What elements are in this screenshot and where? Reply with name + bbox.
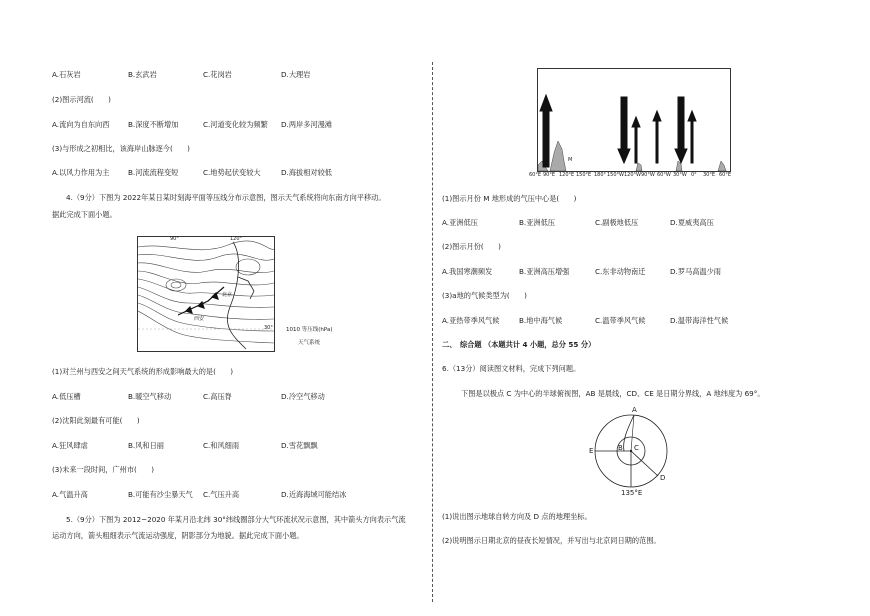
axis-tick: 60°E — [719, 172, 732, 178]
q4-heading-cont: 据此完成下面小题。 — [52, 210, 117, 219]
hemisphere-diagram — [588, 404, 674, 500]
arrow-down-2 — [678, 97, 684, 151]
q2-option-c[interactable]: C.河道变化较为频繁 — [203, 120, 268, 129]
q4-1-option-d[interactable]: D.冷空气移动 — [281, 392, 325, 401]
q4-2-option-d[interactable]: D.雪花飘飘 — [281, 441, 318, 450]
q5-3-stem: (3)a地的气候类型为( ) — [442, 291, 527, 300]
axis-tick: 60°W — [657, 172, 671, 178]
diagram-label-e: E — [589, 447, 594, 455]
map-lat-30: 30° — [264, 325, 273, 331]
arrow-down-1 — [621, 97, 627, 151]
q2-stem: (2)图示河流( ) — [52, 95, 111, 104]
arrow-down-2-head — [675, 149, 687, 163]
diagram-label-a: A — [632, 406, 637, 414]
terrain-5 — [718, 161, 726, 171]
circulation-chart — [537, 68, 731, 172]
q5-1-option-d[interactable]: D.夏威夷高压 — [670, 218, 714, 227]
q5-1-stem: (1)图示月份 M 地形成的气压中心是( ) — [442, 194, 577, 203]
q4-3-option-d[interactable]: D.近海海域可能结冰 — [281, 490, 347, 499]
q4-3-stem: (3)未来一段时间，广州市( ) — [52, 465, 155, 474]
map-lon-120: 120° — [230, 236, 243, 242]
arrow-up-4-head — [688, 111, 696, 121]
q4-3-option-c[interactable]: C.气压升高 — [203, 490, 240, 499]
q1-option-a[interactable]: A.石灰岩 — [52, 70, 81, 79]
q1-option-c[interactable]: C.花岗岩 — [203, 70, 232, 79]
q1-option-d[interactable]: D.大理岩 — [281, 70, 311, 79]
terrain-2 — [550, 141, 566, 171]
hemisphere-drawing — [588, 404, 674, 500]
arrow-down-1-head — [618, 149, 630, 163]
q5-heading-cont: 运动方向，箭头粗细表示气流运动强度，阴影部分为地貌。据此完成下面小题。 — [52, 531, 304, 540]
axis-tick: 150°E — [576, 172, 592, 178]
q4-1-option-c[interactable]: C.高压脊 — [203, 392, 232, 401]
circulation-drawing — [538, 69, 730, 171]
q2-option-d[interactable]: D.两岸多河漫滩 — [281, 120, 332, 129]
q4-2-option-b[interactable]: B.风和日丽 — [128, 441, 164, 450]
map-label-beijing: 北京 — [222, 292, 233, 298]
q5-1-option-b[interactable]: B.亚洲低压 — [519, 218, 555, 227]
axis-tick: 0° — [691, 172, 697, 178]
q4-1-option-a[interactable]: A.低压槽 — [52, 392, 81, 401]
q5-heading: 5.（9分）下图为 2012~2020 年某月沿北纬 30°纬线圈部分大气环流状况示意图，其中箭头方向表示气流 — [66, 515, 406, 524]
q6-2: (2)说明图示日期北京的昼夜长短情况，并写出与北京同日期的范围。 — [442, 536, 661, 545]
arrow-up-1-head — [540, 95, 552, 111]
section-2-title: 二、 综合题 （本题共计 4 小题，总分 55 分） — [442, 340, 596, 349]
q4-2-option-a[interactable]: A.狂风肆虐 — [52, 441, 88, 450]
axis-tick: 150°W — [607, 172, 624, 178]
axis-tick: 90°W — [641, 172, 655, 178]
arrow-up-1 — [543, 109, 549, 167]
diagram-label-d: D — [660, 474, 666, 482]
q5-2-option-c[interactable]: C.东非动物南迁 — [595, 267, 646, 276]
axis-tick: 180° — [594, 172, 607, 178]
q4-3-option-b[interactable]: B.可能有沙尘暴天气 — [128, 490, 193, 499]
axis-tick: 30°W — [673, 172, 687, 178]
map-label-xian: 西安 — [194, 316, 205, 322]
isobar-map-drawing — [138, 237, 274, 351]
q5-3-option-c[interactable]: C.温带季风气候 — [595, 316, 646, 325]
q1-option-b[interactable]: B.玄武岩 — [128, 70, 157, 79]
arrow-up-2 — [635, 125, 637, 163]
chart-axis — [529, 172, 735, 180]
q5-2-option-a[interactable]: A.我国寒潮频发 — [442, 267, 493, 276]
q3-option-a[interactable]: A.以风力作用为主 — [52, 168, 110, 177]
q5-3-option-a[interactable]: A.亚热带季风气候 — [442, 316, 500, 325]
column-divider — [432, 62, 433, 602]
arrow-up-4 — [691, 119, 693, 163]
q4-2-option-c[interactable]: C.和风细雨 — [203, 441, 240, 450]
q4-3-option-a[interactable]: A.气温升高 — [52, 490, 88, 499]
axis-tick: 90°E — [543, 172, 556, 178]
q4-1-option-b[interactable]: B.暖空气移动 — [128, 392, 172, 401]
terrain-3 — [636, 163, 642, 171]
q5-3-option-d[interactable]: D.温带海洋性气候 — [670, 316, 729, 325]
q2-option-a[interactable]: A.流向为自东向西 — [52, 120, 110, 129]
diagram-label-b: B — [618, 444, 623, 452]
isobar-map — [137, 236, 333, 352]
q5-2-option-d[interactable]: D.罗马高温少雨 — [670, 267, 721, 276]
diagram-label-c: C — [634, 444, 639, 452]
arrow-up-3-head — [653, 111, 661, 121]
axis-tick: 120°W — [624, 172, 641, 178]
q4-heading: 4.（9分）下图为 2022年某日某时刻海平面等压线分布示意图，图示天气系统将向东南方向平移动。 — [66, 193, 386, 202]
q2-option-b[interactable]: B.深度不断增加 — [128, 120, 179, 129]
map-lon-90: 90° — [170, 236, 179, 242]
q3-option-c[interactable]: C.地势起伏变较大 — [203, 168, 261, 177]
q6-heading: 6.（13分）阅读图文材料，完成下列问题。 — [442, 364, 581, 373]
axis-tick: 60°E — [529, 172, 542, 178]
q5-1-option-a[interactable]: A.亚洲低压 — [442, 218, 478, 227]
q4-1-stem: (1)对兰州与西安之间天气系统的形成影响最大的是( ) — [52, 367, 234, 376]
axis-tick: 30°E — [703, 172, 716, 178]
q5-2-option-b[interactable]: B.亚洲高压增强 — [519, 267, 570, 276]
q3-stem: (3)与形成之初相比，该海岸山脉逐今( ) — [52, 144, 190, 153]
q5-1-option-c[interactable]: C.副极地低压 — [595, 218, 639, 227]
q3-option-b[interactable]: B.河流流程变短 — [128, 168, 179, 177]
q6-1: (1)说出图示地球自转方向及 D 点的地理坐标。 — [442, 512, 592, 521]
arrow-up-2-head — [632, 117, 640, 127]
chart-marker-m: M — [568, 157, 573, 163]
q5-2-stem: (2)图示月份( ) — [442, 242, 501, 251]
map-legend-front: 天气系统 — [298, 340, 321, 346]
q3-option-d[interactable]: D.海拔相对较低 — [281, 168, 332, 177]
q6-description: 下图是以极点 C 为中心的半球俯视图，AB 是晨线，CD、CE 是日期分界线，A 地纬度为 69°。 — [461, 389, 765, 398]
diagram-label-135e: 135°E — [621, 489, 643, 497]
q5-3-option-b[interactable]: B.地中海气候 — [519, 316, 563, 325]
axis-tick: 120°E — [559, 172, 575, 178]
q4-2-stem: (2)沈阳此刻最有可能( ) — [52, 416, 140, 425]
map-legend-isobar: 1010 等压线(hPa) — [286, 327, 333, 333]
arrow-up-3 — [656, 119, 658, 163]
